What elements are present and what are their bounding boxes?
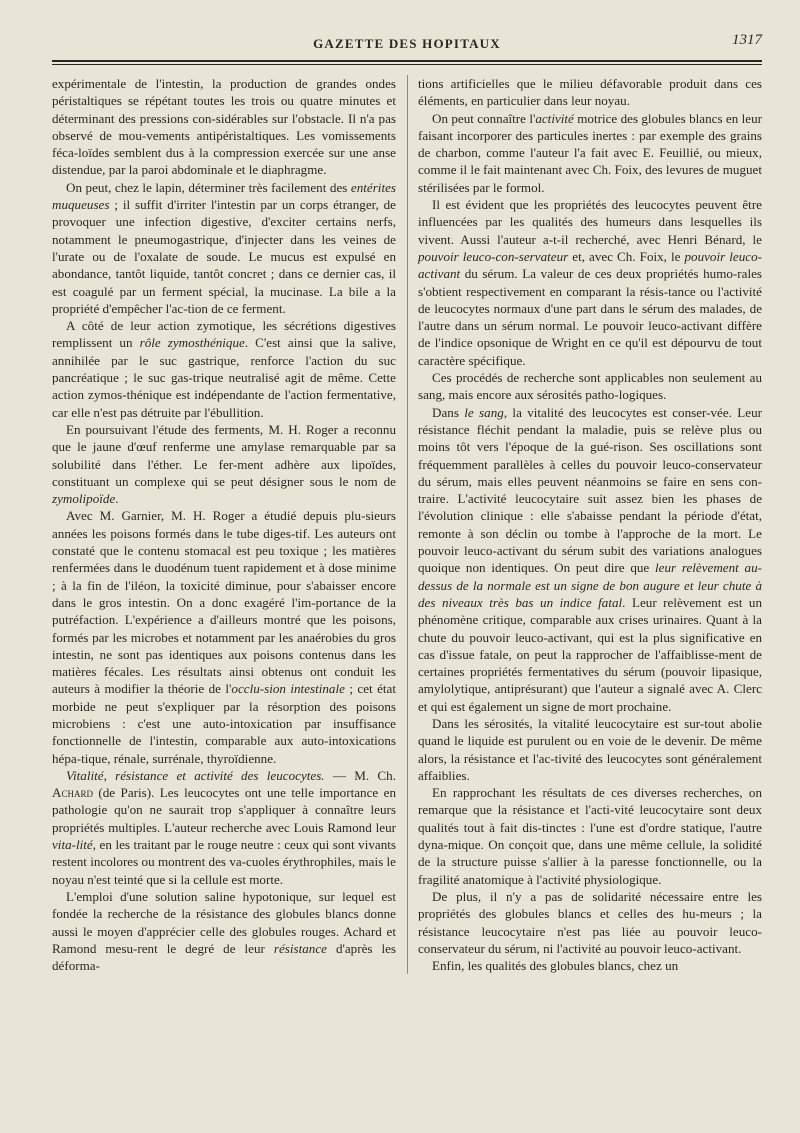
italic-text-run: entérites muqueuses — [52, 179, 396, 213]
text-run: Ces procédés de recherche sont applicables non seulement au sang, mais encore aux sérosités patho-logiques. — [418, 370, 762, 403]
text-run: — M. Ch. — [324, 767, 396, 783]
italic-text-run: résistance — [273, 940, 327, 956]
text-run: Dans — [432, 404, 465, 420]
paragraph — [418, 404, 762, 715]
header-rule-thin — [52, 64, 762, 65]
paragraph — [52, 767, 396, 888]
text-run: . Leur relèvement est un phénomène critique, comparable aux crises urinaires. Quant à la chute du pouvoir leuco-activant, qui est la plus significative en cas d'issue fatale, on peut la rapprocher de l'affaiblisse-ment de certaines propriétés fermentatives du sérum (pouvoir lipasique, amylolytique, antiprésurant) que l'auteur a signalé avec A. Clerc et qui est également un signe de mort prochaine. — [418, 594, 763, 714]
italic-text-run: occlu-sion intestinale — [231, 681, 345, 697]
page-header — [52, 28, 762, 58]
text-run: Dans les sérosités, la vitalité leucocytaire est sur-tout abolie quand le liquide est purulent ou en voie de le devenir. De même alors, la résistance et l'ac-tivité des leucocytes sont généralement affaiblies. — [418, 715, 762, 783]
text-run: On peut, chez le lapin, déterminer très facilement des — [66, 179, 351, 195]
paragraph — [418, 75, 762, 110]
text-run: motrice des globules blancs en leur faisant incorporer des particules inertes : par exemple des grains de charbon, comme l'auteur l'a fait avec E. Feuillié, ou mieux, comme il le fait maintenant avec Ch. Foix, des levures de muguet stérilisées par le formol. — [418, 110, 762, 195]
text-run: En poursuivant l'étude des ferments, M. H. Roger a reconnu que le jaune d'œuf renferme une amylase remarquable par sa solubilité dans l'éther. Le fer-ment adhère aux lipoïdes, constituant un complexe qui se peut désigner sous le nom de — [52, 421, 396, 489]
text-run: , en les traitant par le rouge neutre : ceux qui sont vivants restent incolores ou montrent des va-cuoles érythrophiles, mais le noyau n'est teinté que si la cellule est morte. — [52, 837, 396, 887]
paragraph — [418, 110, 762, 196]
text-run: d'après les déforma- — [52, 940, 397, 974]
italic-text-run: pouvoir leuco-activant — [418, 248, 762, 282]
paragraph — [418, 196, 762, 369]
italic-text-run: zymolipoïde — [52, 491, 116, 507]
text-columns — [52, 75, 762, 974]
text-run: . — [115, 491, 119, 507]
text-run: Enfin, les qualités des globules blancs, chez un — [432, 958, 679, 974]
text-run: ; il suffit d'irriter l'intestin par un corps étranger, de provoquer une infection digestive, d'exciter certains nerfs, notamment le pneumogastrique, d'injecter dans les veines de l'urate ou de l'oxalate de soude. Le mucus est expulsé en abondance, tantôt liquide, tantôt concret ; dans ce dernier cas, il est coagulé par un ferment spécial, la mucinase. La bile a la propriété d'empêcher l'ac-tion de ce ferment. — [52, 197, 396, 316]
left-column — [52, 75, 396, 974]
page-number: 1317 — [732, 32, 762, 48]
text-run: En rapprochant les résultats de ces diverses recherches, on remarque que la résistance et l'acti-vité leucocytaire sont deux qualités tout à fait dis-tinctes : l'une est d'ordre statique, l'autre dyna-mique. On conçoit que, dans une même cellule, la solidité de la structure puisse s'allier à la paresse fonctionnelle, ou la fragilité anatomique à l'activité physiologique. — [418, 785, 762, 887]
text-run: De plus, il n'y a pas de solidarité nécessaire entre les propriétés des globules blancs et celles des hu-meurs ; la résistance leucocytaire n'est pas liée au pouvoir leuco-conservateur du sérum, ni l'activité au pouvoir leuco-activant. — [418, 888, 762, 956]
text-run: On peut connaître l' — [432, 110, 536, 126]
text-run: expérimentale de l'intestin, la production de grandes ondes péristaltiques se répétant toutes les trois ou quatre minutes et déterminant des pressions con-sidérables sur l'obstacle. Il n'a pas observé de mou-vements antipéristaltiques. Les vomissements féca-loïdes semblent dus à la compression exercée sur une anse distendue, par la paroi abdominale et le diaphragme. — [52, 76, 396, 178]
text-run: A côté de leur action zymotique, les sécrétions digestives remplissent un — [52, 318, 396, 351]
paragraph — [52, 317, 396, 421]
paragraph — [418, 784, 762, 888]
paragraph — [52, 179, 396, 317]
italic-text-run: le sang — [464, 404, 504, 420]
journal-title: GAZETTE DES HOPITAUX — [313, 36, 501, 51]
text-run: et, avec Ch. Foix, le — [568, 248, 685, 264]
italic-text-run: Vitalité, résistance et activité des leucocytes. — [66, 767, 325, 783]
italic-text-run: pouvoir leuco-con-servateur — [418, 248, 569, 264]
text-run: L'emploi d'une solution saline hypotonique, sur lequel est fondée la recherche de la résistance des globules blancs donne aussi le moyen d'apprécier celle des globules rouges. Achard et Ramond mesu-rent le degré de leur — [52, 888, 396, 956]
italic-text-run: vita-lité — [52, 837, 93, 853]
right-column — [418, 75, 762, 974]
paragraph — [418, 957, 762, 974]
italic-text-run: rôle zymosthénique — [139, 335, 245, 351]
column-divider — [407, 75, 408, 974]
italic-text-run: leur relèvement au-dessus de la normale est un signe de bon augure et leur chute à des niveaux très bas un indice fatal — [418, 560, 762, 610]
paragraph — [52, 888, 396, 974]
text-run: tions artificielles que le milieu défavorable produit dans ces éléments, en particulier dans leur noyau. — [418, 76, 762, 109]
text-run: Il est évident que les propriétés des leucocytes peuvent être influencées par les qualités des humeurs dans lesquelles ils vivent. Aussi l'auteur a-t-il recherché, avec Henri Bénard, le — [418, 197, 762, 247]
text-run: Avec M. Garnier, M. H. Roger a étudié depuis plu-sieurs années les poisons formés dans le tube diges-tif. Les auteurs ont constaté que le contenu stomacal est peu toxique ; les matières renfermées dans le duodénum tuent rapidement et à dose minime ; à la fin de l'iléon, la toxicité diminue, pour s'abaisser encore dans le gros intestin. On a donc exagéré l'im-portance de la putréfaction. L'expérience a d'ailleurs montré que les poisons, formés par les microbes et notamment par les anaérobies du gros intestin, ne sont pas identiques aux poisons contenus dans les matières fécales. Les résultats ainsi obtenus ont conduit les auteurs à modifier la théorie de l' — [52, 508, 396, 697]
text-run: (de Paris). Les leucocytes ont une telle importance en pathologie qu'on ne saurait trop s'appliquer à connaître leurs propriétés multiples. L'auteur recherche avec Louis Ramond leur — [52, 785, 396, 835]
paragraph — [52, 75, 396, 179]
text-run: ; cet état morbide ne peut s'expliquer par la résorption des poisons microbiens : c'est une auto-intoxication par insuffisance fonctionnelle de l'intestin, comparable aux auto-intoxications hépa-tique, rénale, surrénale, thyroïdienne. — [52, 681, 396, 766]
header-rule-thick — [52, 60, 762, 62]
italic-text-run: activité — [535, 110, 574, 126]
text-run: . C'est ainsi que la salive, annihilée par le suc gastrique, renforce l'action du suc pancréatique ; le suc gas-trique neutralisé agit de même. Cette action zymos-thénique est indépendante de l'action fermentative, car elle n'est pas détruite par l'ébullition. — [52, 335, 396, 420]
paragraph — [52, 421, 396, 507]
paragraph — [52, 507, 396, 766]
text-run: Achard — [52, 785, 93, 801]
text-run: , la vitalité des leucocytes est conser-vée. Leur résistance fléchit pendant la maladie, puis se relève plus ou moins tôt vers l'époque de la gué-rison. Ses oscillations sont fréquemment parallèles à celles du pouvoir leuco-conservateur du sérum, mais elles peuvent néanmoins se faire en sens con-traire. L'activité leucocytaire suit assez bien les phases de l'évolution clinique : elle s'abaisse pendant la période d'état, remonte à son déclin ou tombe à l'approche de la mort. Le pouvoir leuco-activant du sérum subit des variations analogues quoique non identiques. On peut dire que — [418, 404, 763, 576]
text-run: du sérum. La valeur de ces deux propriétés humo-rales s'obtient respectivement en comparant la résis-tance ou l'activité de leucocytes normaux d'une part dans le sérum des malades, de l'autre dans un sérum normal. Le pouvoir leuco-activant diffère de l'indice opsonique de Wright en ce qu'il est dépourvu de tout caractère spécifique. — [418, 266, 762, 368]
paragraph — [418, 369, 762, 404]
paragraph — [418, 888, 762, 957]
paragraph — [418, 715, 762, 784]
